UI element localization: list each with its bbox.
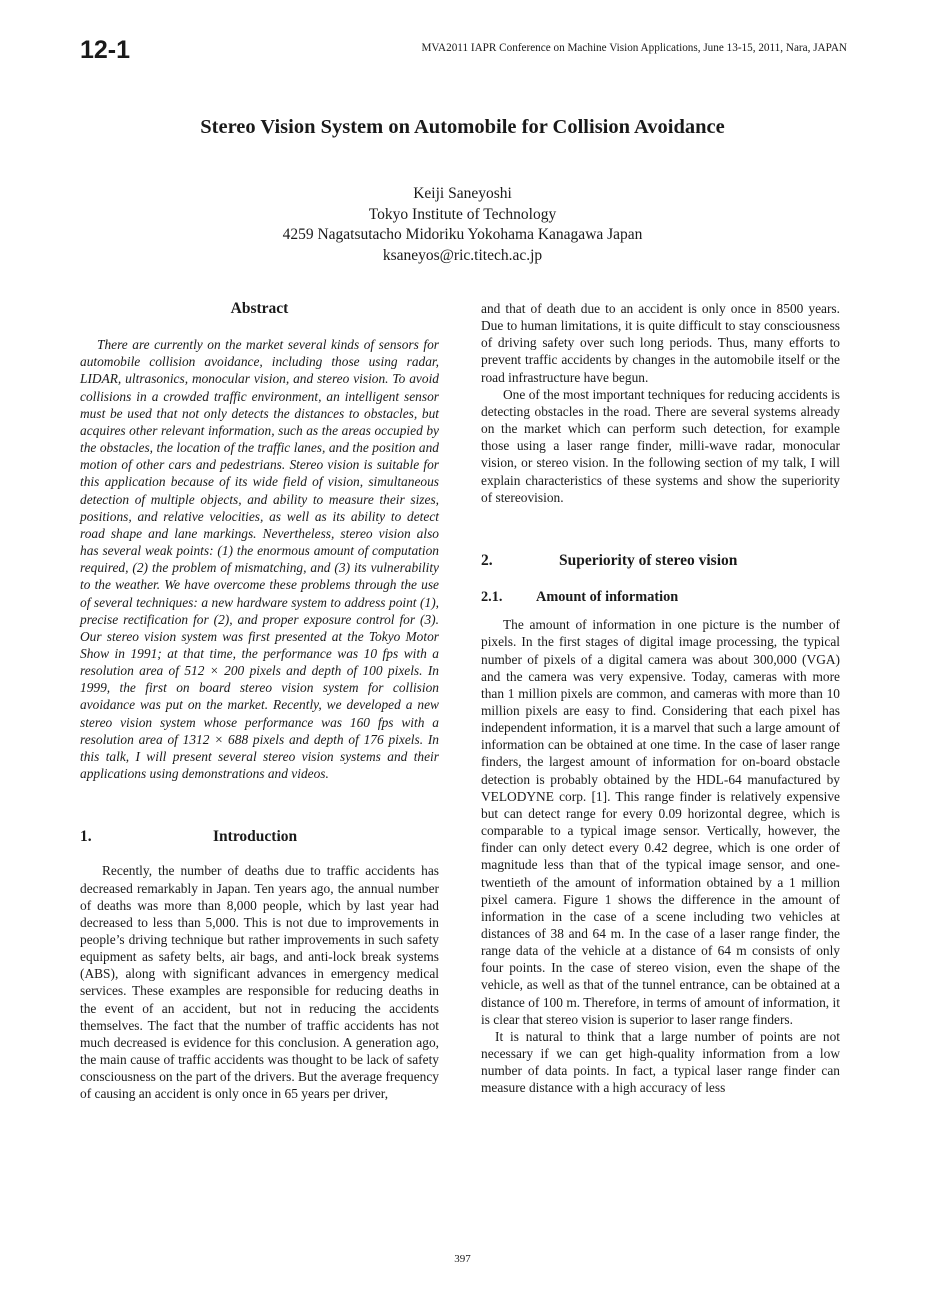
page-number: 397 (454, 1253, 471, 1265)
subsection-2-1-heading (481, 589, 840, 606)
section-2-paragraph-2: It is natural to think that a large number of points are not necessary if we can get high-quality information from a low number of data points. In fact, a typical laser range finder can measure distance with a high accuracy of less (481, 1028, 840, 1096)
session-id: 12-1 (80, 36, 131, 64)
abstract-heading: Abstract (230, 300, 289, 317)
author-affiliation: Tokyo Institute of Technology (368, 205, 557, 223)
section-1-title: Introduction (213, 828, 298, 846)
section-1-number: 1. (80, 828, 92, 846)
author-email: ksaneyos@ric.titech.ac.jp (382, 246, 543, 264)
section-2-number: 2. (481, 551, 493, 569)
section-1-heading (80, 828, 439, 845)
section-2-heading (481, 552, 840, 569)
author-name: Keiji Saneyoshi (413, 185, 512, 202)
section-2-paragraph-1: The amount of information in one picture is the number of pixels. In the first stages of digital image processing, the typical number of pixels of a digital camera was about 300,000 (VGA) and the camera was very expensive. Today, cameras with more than 1 million pixels are common, and cameras with more than 10 million pixels are easy to find. Considering that each pixel has independent information, it is a marvel that such a large amount of information can be obtained at one time. In the case of laser range finders, the largest amount of information for on-board obstacle detection is probably obtained by the HDL-64 manufactured by VELODYNE corp. [1]. This range finder is relatively expensive but can detect range for every 0.09 horizontal degree, which is comparable to a typical image sensor. Vertically, however, the finder can only detect every 0.42 degree, which is one order of magnitude less than that of the typical image sensor, and one-twentieth of the amount of information obtained by a 1 million pixel camera. Figure 1 shows the difference in the amount of information in the case of a scene including two vehicles at distances of 38 and 64 m. In the case of a laser range finder, the range data of the vehicle at a distance of 64 m consists of only four points. In the case of stereo vision, even the shape of the vehicle, as well as that of the tunnel entrance, can be obtained at a distance of 100 m. Therefore, in terms of amount of information, it is clear that stereo vision is superior to laser range finders. (481, 617, 840, 1027)
section-1-paragraph-1-continued: and that of death due to an accident is only once in 8500 years. Due to human limitations, it is quite difficult to stay consciousness of driving safety over such long periods. Thus, many efforts to prevent traffic accidents by changes in the automobile itself or the road infrastructure have begun. (481, 301, 840, 385)
right-column (481, 300, 840, 1097)
left-column (80, 300, 439, 1103)
section-1-paragraph-1: Recently, the number of deaths due to traffic accidents has decreased remarkably in Japan. Ten years ago, the annual number of deaths was more than 8,000 people, which by last year had decreased to less than 5,000. This is not due to improvements in people’s driving technique but rather improvements in such safety equipment as safety belts, air bags, and anti-lock break systems (ABS), along with significant advances in emergency medical services. These examples are responsible for reducing deaths in the event of an accident, but not in reducing the accidents themselves. The fact that the number of traffic accidents has not much decreased is evidence for this conclusion. A generation ago, the main cause of traffic accidents was thought to be lack of safety consciousness on the part of the drivers. But the average frequency of causing an accident is only once in 65 years per driver, (80, 863, 439, 1102)
abstract-text: There are currently on the market several kinds of sensors for automobile collision avoidance, including those using radar, LIDAR, ultrasonics, monocular vision, and stereo vision. To avoid collisions in a crowded traffic environment, an intelligent sensor must be used that not only detects the distances to obstacles, but acquires other relevant information, such as the areas occupied by the obstacles, the location of the traffic lanes, and the position and motion of other cars and pedestrians. Stereo vision is suitable for this application because of its wide field of vision, simultaneous detection of multiple objects, and ability to measure their sizes, positions, and relative velocities, as well as its ability to detect road shape and lane markings. Nevertheless, stereo vision also has several weak points: (1) the enormous amount of computation required, (2) the problem of mismatching, and (3) its vulnerability to the weather. We have overcome these problems through the use of several techniques: a new hardware system to address point (1), precise rectification for (2), and proper exposure control for (3). Our stereo vision system was first presented at the Tokyo Motor Show in 1991; at that time, the performance was 10 fps with a resolution area of 512 × 200 pixels and depth of 100 pixels. In 1999, the first on board stereo vision system for collision avoidance was put on the market. Recently, we developed a new stereo vision system whose performance was 160 fps with a resolution area of 1312 × 688 pixels and depth of 176 pixels. In this talk, I will present several stereo vision systems and their applications using demonstrations and videos. (80, 337, 439, 782)
paper-title: Stereo Vision System on Automobile for Collision Avoidance (200, 116, 725, 138)
section-2-title: Superiority of stereo vision (559, 551, 738, 569)
subsection-2-1-title: Amount of information (536, 589, 679, 606)
author-address: 4259 Nagatsutacho Midoriku Yokohama Kanagawa Japan (282, 226, 643, 243)
author-block (0, 184, 925, 266)
subsection-2-1-number: 2.1. (481, 589, 503, 606)
section-1-paragraph-2: One of the most important techniques for reducing accidents is detecting obstacles in the road. There are several systems already on the market which can perform such detection, for example those using a laser range finder, milli-wave radar, monocular vision, or stereo vision. In the following section of my talk, I will explain characteristics of these systems and show the superiority of stereovision. (481, 386, 840, 505)
conference-header: MVA2011 IAPR Conference on Machine Vision Applications, June 13-15, 2011, Nara, JAPAN (421, 42, 847, 54)
